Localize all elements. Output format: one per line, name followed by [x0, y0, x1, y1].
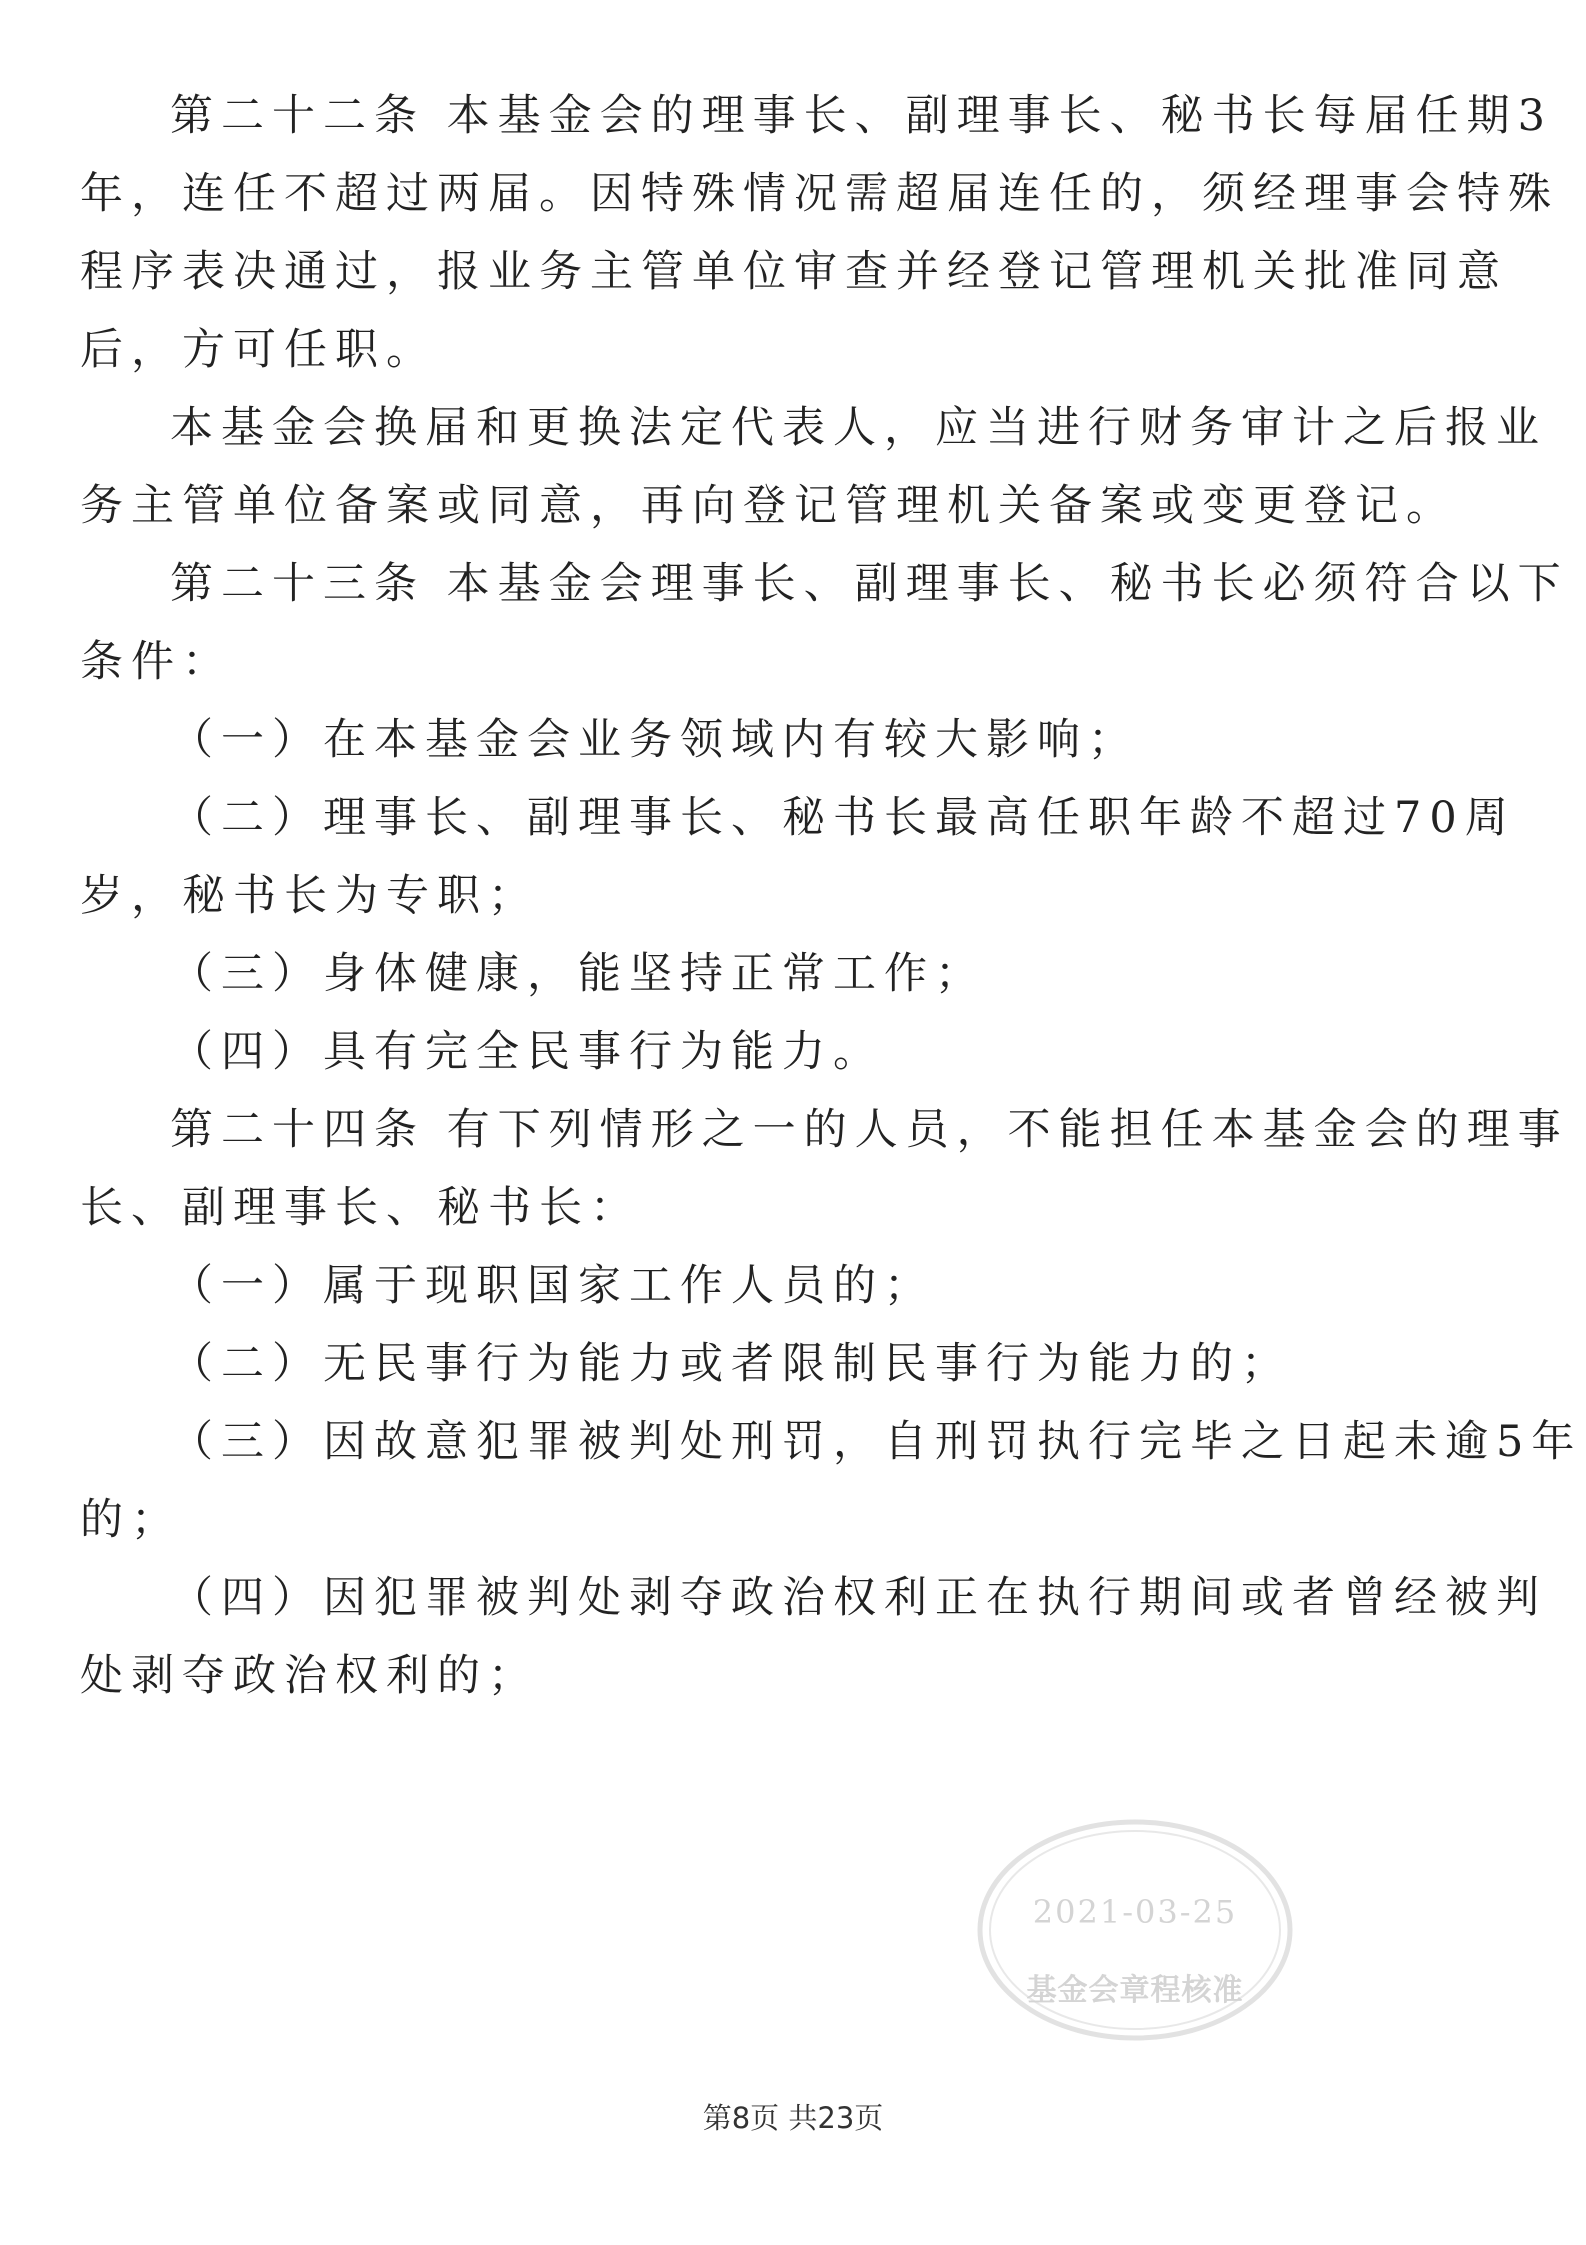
text-line: 长、副理事长、秘书长：	[80, 1183, 641, 1233]
text-line: 处剥夺政治权利的；	[80, 1651, 539, 1701]
text-line: （一）在本基金会业务领域内有较大影响；	[170, 715, 1139, 765]
text-line: （一）属于现职国家工作人员的；	[170, 1261, 935, 1311]
approval-stamp	[975, 1815, 1295, 2045]
text-line: 第二十二条 本基金会的理事长、副理事长、秘书长每届任期3	[170, 91, 1554, 141]
text-line: 年，连任不超过两届。因特殊情况需超届连任的，须经理事会特殊	[80, 169, 1559, 219]
text-line: （三）身体健康，能坚持正常工作；	[170, 949, 986, 999]
text-line: 的；	[80, 1495, 182, 1545]
text-line: （二）理事长、副理事长、秘书长最高任职年龄不超过70周	[170, 793, 1516, 843]
stamp-date: 2021-03-25	[1032, 1893, 1238, 1931]
text-line: 后，方可任职。	[80, 325, 437, 375]
text-line: 岁，秘书长为专职；	[80, 871, 539, 921]
page-number: 第8页 共23页	[702, 2101, 884, 2135]
text-line: 第二十四条 有下列情形之一的人员，不能担任本基金会的理事	[170, 1105, 1569, 1155]
text-line: 条件：	[80, 637, 233, 687]
text-line: （四）具有完全民事行为能力。	[170, 1027, 884, 1077]
text-line: 程序表决通过，报业务主管单位审查并经登记管理机关批准同意	[80, 247, 1508, 297]
text-line: 务主管单位备案或同意，再向登记管理机关备案或变更登记。	[80, 481, 1457, 531]
text-line: 第二十三条 本基金会理事长、副理事长、秘书长必须符合以下	[170, 559, 1569, 609]
text-line: （四）因犯罪被判处剥夺政治权利正在执行期间或者曾经被判	[170, 1573, 1547, 1623]
text-line: 本基金会换届和更换法定代表人，应当进行财务审计之后报业	[170, 403, 1547, 453]
text-line: （二）无民事行为能力或者限制民事行为能力的；	[170, 1339, 1292, 1389]
stamp-label: 基金会章程核准	[1026, 1973, 1244, 2008]
text-line: （三）因故意犯罪被判处刑罚，自刑罚执行完毕之日起未逾5年	[170, 1417, 1583, 1467]
